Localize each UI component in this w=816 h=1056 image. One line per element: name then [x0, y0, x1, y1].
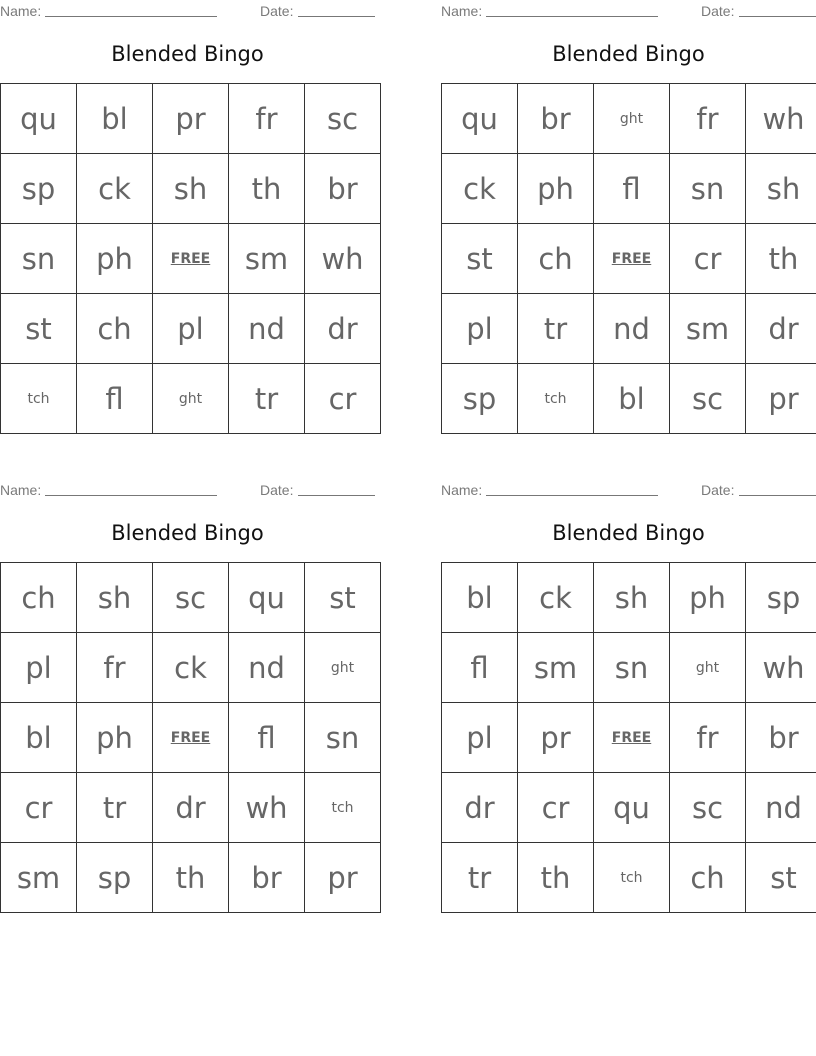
bingo-cell: fl	[77, 364, 153, 434]
free-space-cell: FREE	[594, 703, 670, 773]
bingo-cell: wh	[229, 773, 305, 843]
bingo-cell: fr	[229, 84, 305, 154]
bingo-cell: wh	[746, 84, 816, 154]
bingo-grid	[0, 83, 381, 434]
bingo-cell: sp	[746, 563, 816, 633]
bingo-cell: sc	[670, 364, 746, 434]
bingo-cell: sp	[442, 364, 518, 434]
bingo-cell: fl	[229, 703, 305, 773]
bingo-cell: qu	[442, 84, 518, 154]
name-label: Name:	[441, 3, 483, 19]
bingo-cell: pl	[442, 703, 518, 773]
bingo-cell: th	[746, 224, 816, 294]
bingo-row	[1, 773, 381, 843]
bingo-cell: fr	[670, 703, 746, 773]
bingo-cell: st	[1, 294, 77, 364]
bingo-cell: sm	[1, 843, 77, 913]
free-space-cell: FREE	[594, 224, 670, 294]
bingo-row	[1, 633, 381, 703]
bingo-cell: sc	[670, 773, 746, 843]
bingo-cell: sn	[305, 703, 381, 773]
bingo-card	[441, 479, 816, 919]
date-blank-line	[298, 495, 375, 496]
bingo-cell: bl	[594, 364, 670, 434]
bingo-row	[1, 563, 381, 633]
bingo-row	[442, 563, 816, 633]
card-header	[441, 480, 816, 498]
bingo-row	[1, 843, 381, 913]
bingo-row	[1, 84, 381, 154]
bingo-row	[1, 294, 381, 364]
bingo-cell: dr	[305, 294, 381, 364]
bingo-cell: ck	[518, 563, 594, 633]
bingo-cell: ch	[77, 294, 153, 364]
bingo-cell: ph	[77, 224, 153, 294]
bingo-cell: sp	[77, 843, 153, 913]
bingo-cell: cr	[305, 364, 381, 434]
free-space-cell: FREE	[153, 224, 229, 294]
bingo-cell: tch	[594, 843, 670, 913]
bingo-cell: fl	[594, 154, 670, 224]
bingo-cell: bl	[77, 84, 153, 154]
bingo-cell: sn	[1, 224, 77, 294]
bingo-cell: th	[153, 843, 229, 913]
bingo-cell: pr	[153, 84, 229, 154]
bingo-cell: st	[305, 563, 381, 633]
bingo-cell: pr	[305, 843, 381, 913]
bingo-cell: ght	[670, 633, 746, 703]
bingo-cell: fl	[442, 633, 518, 703]
bingo-row	[442, 703, 816, 773]
bingo-card	[441, 0, 816, 440]
bingo-cell: cr	[1, 773, 77, 843]
bingo-row	[1, 154, 381, 224]
date-label: Date:	[701, 3, 735, 19]
bingo-cell: tr	[442, 843, 518, 913]
bingo-cell: tch	[1, 364, 77, 434]
bingo-cell: pl	[1, 633, 77, 703]
card-header	[0, 480, 375, 498]
bingo-row	[1, 703, 381, 773]
bingo-cell: ch	[670, 843, 746, 913]
bingo-cell: wh	[305, 224, 381, 294]
name-label: Name:	[0, 3, 42, 19]
bingo-cell: tr	[229, 364, 305, 434]
bingo-cell: tch	[518, 364, 594, 434]
bingo-cell: br	[305, 154, 381, 224]
date-blank-line	[739, 495, 816, 496]
bingo-cell: br	[746, 703, 816, 773]
bingo-cell: bl	[442, 563, 518, 633]
bingo-cell: pr	[518, 703, 594, 773]
date-blank-line	[739, 16, 816, 17]
bingo-cell: sm	[229, 224, 305, 294]
bingo-cell: sp	[1, 154, 77, 224]
bingo-cell: pl	[442, 294, 518, 364]
bingo-row	[442, 84, 816, 154]
name-label: Name:	[0, 482, 42, 498]
bingo-cell: dr	[442, 773, 518, 843]
date-blank-line	[298, 16, 375, 17]
bingo-cell: ck	[77, 154, 153, 224]
bingo-cell: qu	[594, 773, 670, 843]
bingo-cell: ph	[77, 703, 153, 773]
name-blank-line	[486, 16, 658, 17]
bingo-grid	[0, 562, 381, 913]
bingo-row	[442, 294, 816, 364]
bingo-cell: sn	[594, 633, 670, 703]
bingo-row	[442, 154, 816, 224]
bingo-grid	[441, 83, 816, 434]
bingo-cell: ph	[670, 563, 746, 633]
bingo-cell: cr	[518, 773, 594, 843]
bingo-row	[442, 364, 816, 434]
bingo-cell: br	[518, 84, 594, 154]
bingo-cell: br	[229, 843, 305, 913]
bingo-cell: dr	[746, 294, 816, 364]
bingo-cell: nd	[229, 294, 305, 364]
bingo-row	[442, 224, 816, 294]
card-header	[0, 1, 375, 19]
bingo-cell: nd	[229, 633, 305, 703]
bingo-cell: cr	[670, 224, 746, 294]
bingo-cell: tr	[77, 773, 153, 843]
bingo-cell: sc	[153, 563, 229, 633]
bingo-card	[0, 0, 375, 440]
card-title: Blended Bingo	[552, 521, 705, 545]
bingo-cell: tch	[305, 773, 381, 843]
bingo-cell: dr	[153, 773, 229, 843]
bingo-cell: sm	[670, 294, 746, 364]
bingo-cell: sh	[746, 154, 816, 224]
bingo-cell: ght	[305, 633, 381, 703]
bingo-row	[442, 633, 816, 703]
date-label: Date:	[260, 482, 294, 498]
bingo-cell: sc	[305, 84, 381, 154]
bingo-cell: sh	[153, 154, 229, 224]
card-title: Blended Bingo	[111, 42, 264, 66]
name-label: Name:	[441, 482, 483, 498]
bingo-cell: ck	[442, 154, 518, 224]
bingo-cell: th	[229, 154, 305, 224]
bingo-row	[442, 843, 816, 913]
bingo-card	[0, 479, 375, 919]
bingo-cell: ch	[518, 224, 594, 294]
bingo-cell: wh	[746, 633, 816, 703]
bingo-cell: tr	[518, 294, 594, 364]
bingo-row	[1, 224, 381, 294]
bingo-cell: pl	[153, 294, 229, 364]
bingo-cell: fr	[670, 84, 746, 154]
bingo-cell: st	[442, 224, 518, 294]
bingo-cell: ght	[594, 84, 670, 154]
bingo-cell: th	[518, 843, 594, 913]
free-space-cell: FREE	[153, 703, 229, 773]
bingo-cell: ph	[518, 154, 594, 224]
bingo-row	[442, 773, 816, 843]
date-label: Date:	[701, 482, 735, 498]
bingo-cell: sn	[670, 154, 746, 224]
name-blank-line	[486, 495, 658, 496]
bingo-cell: nd	[594, 294, 670, 364]
name-blank-line	[45, 495, 217, 496]
bingo-cell: sh	[77, 563, 153, 633]
bingo-cell: fr	[77, 633, 153, 703]
bingo-grid	[441, 562, 816, 913]
bingo-cell: ch	[1, 563, 77, 633]
bingo-cell: qu	[1, 84, 77, 154]
bingo-cell: ght	[153, 364, 229, 434]
bingo-cell: ck	[153, 633, 229, 703]
bingo-cell: pr	[746, 364, 816, 434]
card-header	[441, 1, 816, 19]
date-label: Date:	[260, 3, 294, 19]
bingo-cell: bl	[1, 703, 77, 773]
card-title: Blended Bingo	[552, 42, 705, 66]
card-title: Blended Bingo	[111, 521, 264, 545]
bingo-cell: sm	[518, 633, 594, 703]
name-blank-line	[45, 16, 217, 17]
bingo-row	[1, 364, 381, 434]
bingo-cell: sh	[594, 563, 670, 633]
bingo-cell: nd	[746, 773, 816, 843]
bingo-cell: st	[746, 843, 816, 913]
bingo-cell: qu	[229, 563, 305, 633]
